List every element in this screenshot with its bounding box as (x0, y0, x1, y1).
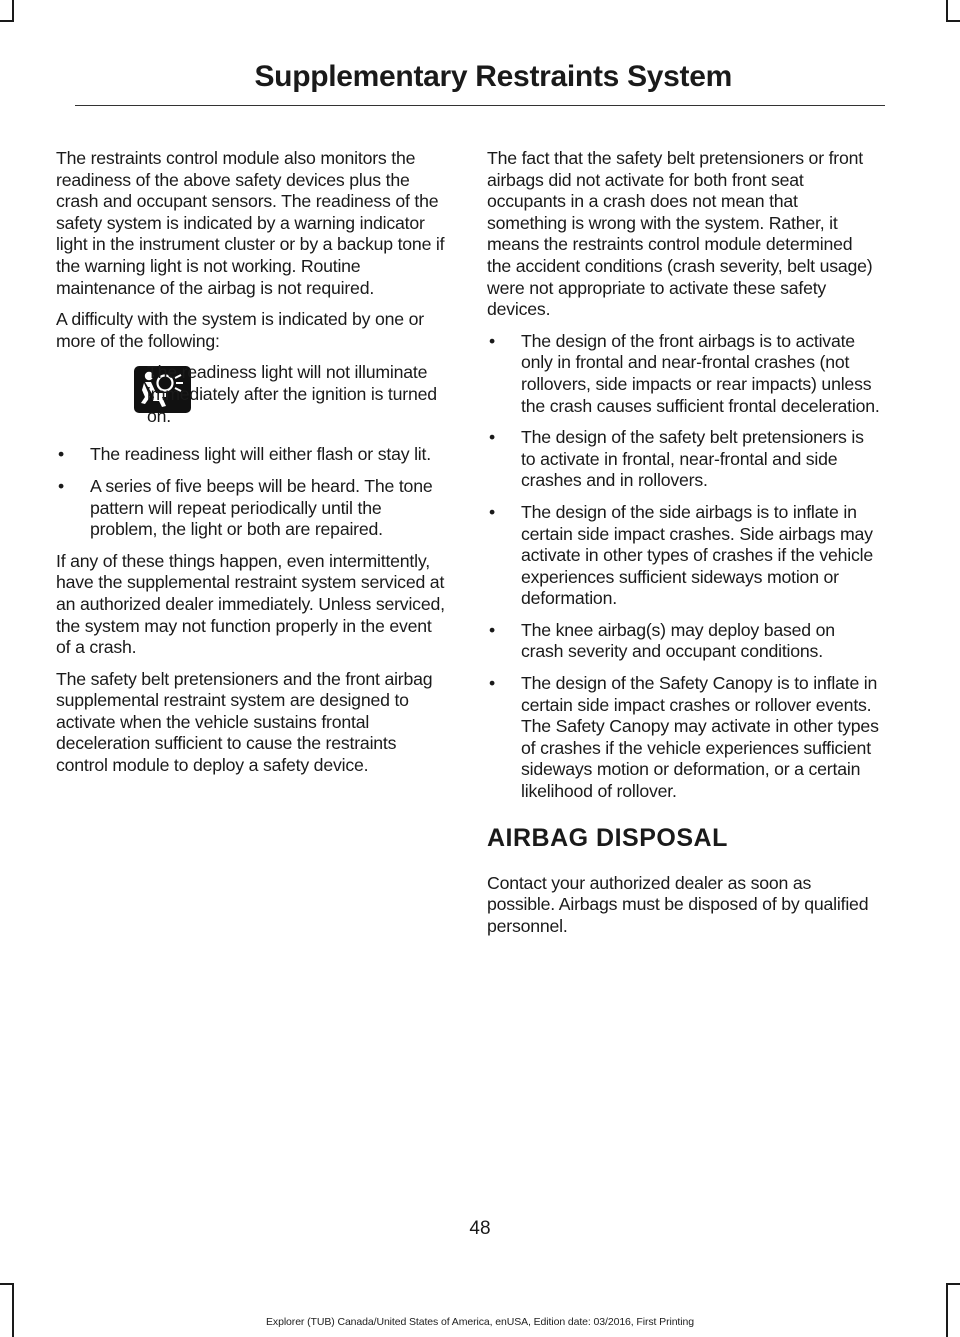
list-item-text: The readiness light will either flash or stay lit. (90, 444, 431, 465)
crop-mark-bottom-right (946, 1283, 960, 1285)
list-item (487, 673, 880, 803)
right-column (487, 148, 880, 947)
list-item-text: The design of the front airbags is to activate only in frontal and near-frontal crashes (not rollovers, side impacts or rear impacts) unless the crash causes sufficient frontal deceleration. (521, 330, 880, 416)
list-item-text: The design of the Safety Canopy is to inflate in certain side impact crashes or rollover events. The Safety Canopy may activate in other types of crashes if the vehicle experiences sufficient sideways motion or deformation, or a certain likelihood of rollover. (521, 673, 879, 802)
page-title: Supplementary Restraints System (254, 60, 732, 93)
footer-edition-info: Explorer (TUB) Canada/United States of America, enUSA, Edition date: 03/2016, First Printing (266, 1316, 694, 1328)
list-item-text: A series of five beeps will be heard. The tone pattern will repeat periodically until the problem, the light or both are repaired. (90, 475, 433, 540)
list-item (487, 502, 880, 610)
crop-mark-top-right (946, 0, 948, 22)
paragraph: The safety belt pretensioners and the front airbag supplemental restraint system are designed to activate when the vehicle sustains frontal deceleration sufficient to cause the restraints control module to deploy a safety device. (56, 668, 433, 776)
bullet-glyph: • (489, 427, 495, 448)
crop-mark-bottom-left (12, 1283, 14, 1337)
warning-indicator-row (56, 362, 448, 442)
list-item-text: The design of the safety belt pretensioners is to activate in frontal, near-frontal and side crashes and in rollovers. (521, 427, 864, 491)
list-item (487, 331, 880, 417)
crop-mark-top-left (12, 0, 14, 22)
list-item (487, 427, 880, 492)
warning-text: The readiness light will not illuminate immediately after the ignition is turned on. (147, 362, 437, 426)
bullet-glyph: • (58, 444, 64, 465)
paragraph: A difficulty with the system is indicated by one or more of the following: (56, 309, 424, 351)
bullet-glyph: • (58, 475, 64, 496)
section-heading: AIRBAG DISPOSAL (487, 823, 728, 852)
list-item (487, 620, 880, 663)
list-item (56, 476, 448, 541)
bullet-glyph: • (489, 330, 495, 351)
bullet-glyph: • (489, 673, 495, 694)
paragraph: If any of these things happen, even intermittently, have the supplemental restraint system serviced at an authorized dealer immediately. Unless serviced, the system may not function properly in the event of a crash. (56, 550, 445, 658)
crop-mark-bottom-right (946, 1283, 948, 1337)
list-item (56, 444, 448, 466)
bullet-glyph: • (489, 501, 495, 522)
paragraph: The restraints control module also monitors the readiness of the above safety devices plus the crash and occupant sensors. The readiness of the safety system is indicated by a warning indicator light in the instrument cluster or by a backup tone if the warning light is not working. Routine maintenance of the airbag is not required. (56, 148, 445, 298)
crop-mark-bottom-left (0, 1283, 14, 1285)
page-number: 48 (469, 1218, 491, 1239)
list-item-text: The design of the side airbags is to inflate in certain side impact crashes. Side airbags may activate in other types of crashes if the vehicle experiences sufficient sideways motion or deformation. (521, 501, 873, 609)
crop-mark-top-left (0, 20, 14, 22)
header-divider (75, 105, 885, 106)
left-column (56, 148, 448, 787)
list-item-text: The knee airbag(s) may deploy based on crash severity and occupant conditions. (521, 619, 835, 662)
crop-mark-top-right (946, 20, 960, 22)
paragraph: The fact that the safety belt pretensioners or front airbags did not activate for both front seat occupants in a crash does not mean that something is wrong with the system. Rather, it means the restraints control module determined the accident conditions (crash severity, belt usage) were not appropriate to activate these safety devices. (487, 148, 873, 320)
paragraph: Contact your authorized dealer as soon as possible. Airbags must be disposed of by qualified personnel. (487, 872, 869, 936)
bullet-glyph: • (489, 619, 495, 640)
